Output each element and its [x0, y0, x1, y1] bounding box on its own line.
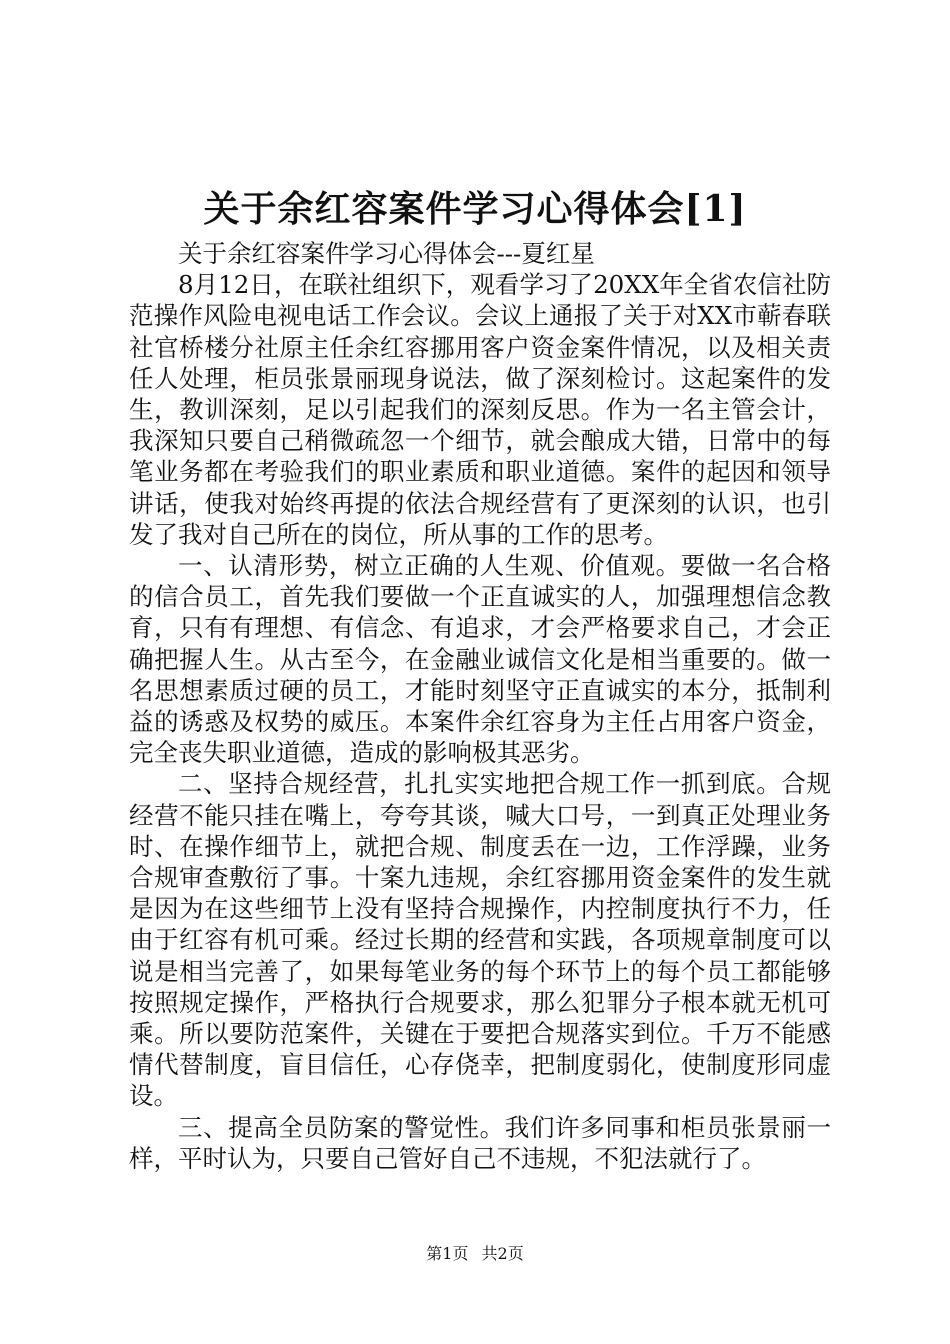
subtitle-line: 关于余红容案件学习心得体会---夏红星 — [178, 239, 595, 268]
paragraph-intro: 8月12日，在联社组织下，观看学习了20XX年全省农信社防范操作风险电视电话工作会议。会议上通报了关于对XX市蕲春联社官桥楼分社原主任余红容挪用客户资金案件情况，以及相关责任人处理，柜员张景丽现身说法，做了深刻检讨。这起案件的发生，教训深刻，足以引起我们的深刻反思。作为一名主管会计，我深知只要自己稍微疏忽一个细节，就会酿成大错，日常中的每笔业务都在考验我们的职业素质和职业道德。案件的起因和领导讲话，使我对始终再提的依法合规经营有了更深刻的认识，也引发了我对自己所在的岗位，所从事的工作的思考。 — [129, 270, 831, 549]
paragraph-section-1: 一、认清形势，树立正确的人生观、价值观。要做一名合格的信合员工，首先我们要做一个正直诚实的人，加强理想信念教育，只有有理想、有信念、有追求，才会严格要求自己，才会正确把握人生。从古至今，在金融业诚信文化是相当重要的。做一名思想素质过硬的员工，才能时刻坚守正直诚实的本分，抵制利益的诱惑及权势的威压。本案件余红容身为主任占用客户资金，完全丧失职业道德，造成的影响极其恶劣。 — [129, 551, 831, 768]
document-body — [129, 238, 831, 1174]
paragraph-section-3: 三、提高全员防案的警觉性。我们许多同事和柜员张景丽一样，平时认为，只要自己管好自己不违规，不犯法就行了。 — [129, 1112, 831, 1173]
paragraph-section-2: 二、坚持合规经营，扎扎实实地把合规工作一抓到底。合规经营不能只挂在嘴上，夸夸其谈，喊大口号，一到真正处理业务时、在操作细节上，就把合规、制度丢在一边，工作浮躁，业务合规审查敷衍了事。十案九违规，余红容挪用资金案件的发生就是因为在这些细节上没有坚持合规操作，内控制度执行不力，任由于红容有机可乘。经过长期的经营和实践，各项规章制度可以说是相当完善了，如果每笔业务的每个环节上的每个员工都能够按照规定操作，严格执行合规要求，那么犯罪分子根本就无机可乘。所以要防范案件，关键在于要把合规落实到位。千万不能感情代替制度，盲目信任，心存侥幸，把制度弱化，使制度形同虚设。 — [129, 769, 831, 1111]
document-title: 关于余红容案件学习心得体会[1] — [203, 188, 747, 230]
page-total: 共2页 — [481, 1244, 524, 1263]
page-footer — [0, 1244, 950, 1264]
page-number: 第1页 — [426, 1244, 469, 1263]
